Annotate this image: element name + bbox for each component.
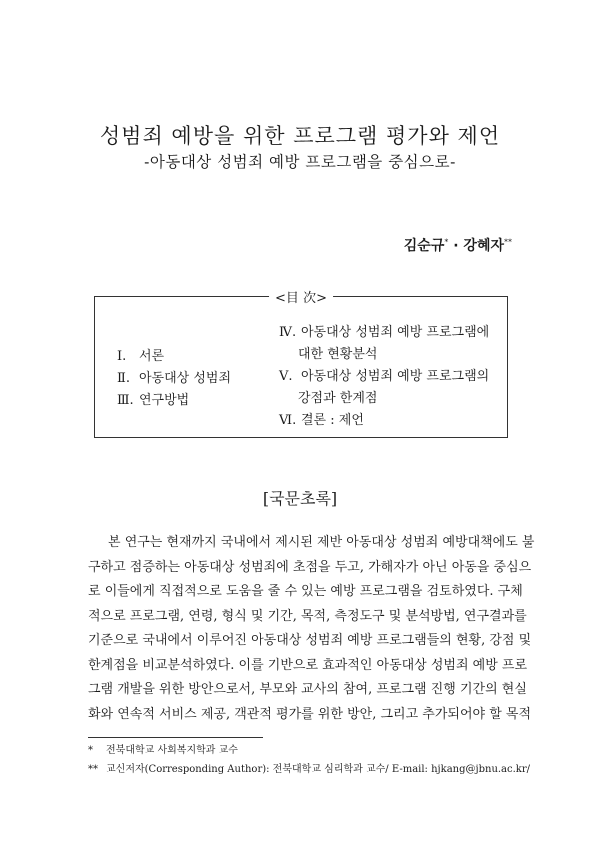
toc-item-label: 서론 <box>139 349 165 364</box>
table-of-contents <box>94 291 508 438</box>
abstract-line: 기준으로 국내에서 이루어진 아동대상 성범죄 예방 프로그램들의 현황, 강점 및 <box>88 633 532 648</box>
toc-item-label: 아동대상 성범죄 예방 프로그램에 <box>301 325 490 340</box>
abstract-heading: [국문초록] <box>262 489 338 508</box>
footnote-2 <box>88 760 530 779</box>
abstract-line: 로 이들에게 직접적으로 도움을 줄 수 있는 예방 프로그램을 검토하였다. 구체 <box>88 584 523 599</box>
toc-item-number: Ⅵ. <box>279 413 297 428</box>
toc-item-number: Ⅱ. <box>117 371 130 386</box>
author-name-1: 김순규 <box>403 238 445 254</box>
author-name-2: 강혜자 <box>463 238 504 254</box>
footnote-mark: ** <box>88 764 98 775</box>
toc-item-4-continued: 대한 현황분석 <box>298 347 378 362</box>
footnotes <box>88 741 530 779</box>
author-mark-1: * <box>444 237 449 247</box>
footnote-text: 전북대학교 사회복지학과 교수 <box>106 745 238 756</box>
toc-item-5 <box>279 366 489 388</box>
abstract-line: 화와 연속적 서비스 제공, 객관적 평가를 위한 방안, 그리고 추가되어야 할 목적 <box>88 706 532 722</box>
toc-item-2 <box>117 368 231 390</box>
footnote-text: 교신저자(Corresponding Author): 전북대학교 심리학과 교수/ E-mail: hjkang@jbnu.ac.kr/ <box>106 764 531 775</box>
footnote-divider <box>88 737 263 738</box>
abstract-line: 본 연구는 현재까지 국내에서 제시된 제반 아동대상 성범죄 예방대책에도 불 <box>108 535 535 550</box>
toc-item-5-continued: 강점과 한계점 <box>298 391 378 406</box>
author-mark-2: ** <box>504 237 512 247</box>
author-separator: · <box>448 238 464 254</box>
toc-heading: <目 次> <box>269 287 333 306</box>
toc-item-number: Ⅴ. <box>279 369 293 384</box>
author-list <box>404 235 512 255</box>
toc-item-4 <box>279 322 489 344</box>
toc-item-3 <box>117 390 231 412</box>
paper-subtitle: -아동대상 성범죄 예방 프로그램을 중심으로- <box>144 153 456 171</box>
abstract-line: 한계점을 비교분석하였다. 이를 기반으로 효과적인 아동대상 성범죄 예방 프로 <box>88 657 528 673</box>
toc-item-number: Ⅰ. <box>117 349 127 364</box>
toc-item-1 <box>117 346 231 368</box>
toc-item-6 <box>279 410 489 432</box>
paper-title: 성범죄 예방을 위한 프로그램 평가와 제언 <box>99 124 501 148</box>
toc-right-column <box>279 322 489 432</box>
abstract-line: 구하고 점증하는 아동대상 성범죄에 초점을 두고, 가해자가 아닌 아동을 중심으 <box>88 559 532 575</box>
toc-item-label: 아동대상 성범죄 <box>139 371 232 386</box>
toc-item-label: 결론 : 제언 <box>301 413 364 428</box>
abstract-line: 적으로 프로그램, 연령, 형식 및 기간, 목적, 측정도구 및 분석방법, 연구결과를 <box>88 608 527 624</box>
toc-item-label: 아동대상 성범죄 예방 프로그램의 <box>301 369 490 384</box>
footnote-1 <box>88 741 530 760</box>
toc-item-label: 연구방법 <box>139 393 190 408</box>
abstract-body <box>88 531 535 727</box>
abstract-line: 그램 개발을 위한 방안으로서, 부모와 교사의 참여, 프로그램 진행 기간의 현실 <box>88 682 527 697</box>
toc-left-column <box>117 346 231 412</box>
toc-item-number: Ⅲ. <box>117 393 134 408</box>
footnote-mark: * <box>88 745 93 756</box>
toc-item-number: Ⅳ. <box>279 325 297 340</box>
